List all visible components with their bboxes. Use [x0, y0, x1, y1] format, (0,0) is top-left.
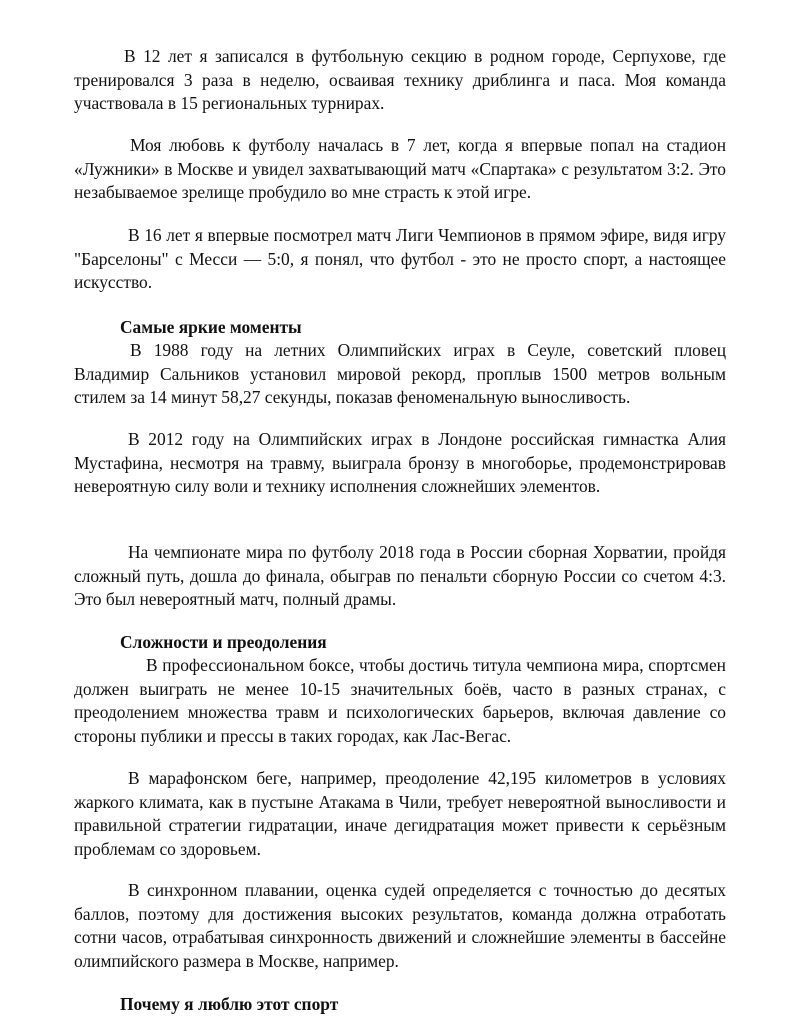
- paragraph-salnikov-record: В 1988 году на летних Олимпийских играх в Сеуле, советский пловец Владимир Сальников установил мировой рекорд, проплыв 1500 метров вольным стилем за 14 минут 58,27 секунды, показав феноменальную выносливость.: [74, 340, 726, 408]
- paragraph-champions-league: В 16 лет я впервые посмотрел матч Лиги Чемпионов в прямом эфире, видя игру "Барселоны" с Месси — 5:0, я понял, что футбол - это не просто спорт, а настоящее искусство.: [74, 225, 726, 293]
- heading-brightest-moments: Самые яркие моменты: [120, 317, 302, 337]
- heading-why-i-love: Почему я люблю этот спорт: [120, 994, 339, 1014]
- paragraph-boxing: В профессиональном боксе, чтобы достичь титула чемпиона мира, спортсмен должен выиграть не менее 10-15 значительных боёв, часто в разных странах, с преодолением множества травм и психологических барьеров, включая давление со стороны публики и прессы в таких городах, как Лас-Вегас.: [74, 655, 726, 746]
- paragraph-mustafina-bronze: В 2012 году на Олимпийских играх в Лондоне российская гимнастка Алия Мустафина, несмотря на травму, выиграла бронзу в многоборье, продемонстрировав невероятную силу воли и технику исполнения сложнейших элементов.: [74, 429, 726, 497]
- paragraph-croatia-world-cup: На чемпионате мира по футболу 2018 года в России сборная Хорватии, пройдя сложный путь, дошла до финала, обыграв по пенальти сборную России со счетом 4:3. Это был невероятный матч, полный драмы.: [74, 542, 726, 610]
- paragraph-synchronized-swimming: В синхронном плавании, оценка судей определяется с точностью до десятых баллов, поэтому для достижения высоких результатов, команда должна отработать сотни часов, отрабатывая синхронность движений и сложнейшие элементы в бассейне олимпийского размера в Москве, например.: [74, 880, 726, 971]
- paragraph-love-of-football: Моя любовь к футболу началась в 7 лет, когда я впервые попал на стадион «Лужники» в Москве и увидел захватывающий матч «Спартака» с результатом 3:2. Это незабываемое зрелище пробудило во мне страсть к этой игре.: [74, 135, 726, 203]
- heading-difficulties: Сложности и преодоления: [120, 632, 327, 652]
- paragraph-football-section: В 12 лет я записался в футбольную секцию в родном городе, Серпухове, где тренировался 3 раза в неделю, осваивая технику дриблинга и паса. Моя команда участвовала в 15 региональных турнирах.: [74, 46, 726, 114]
- paragraph-marathon: В марафонском беге, например, преодоление 42,195 километров в условиях жаркого климата, как в пустыне Атакама в Чили, требует невероятной выносливости и правильной стратегии гидратации, иначе дегидратация может привести к серьёзным проблемам со здоровьем.: [74, 768, 726, 859]
